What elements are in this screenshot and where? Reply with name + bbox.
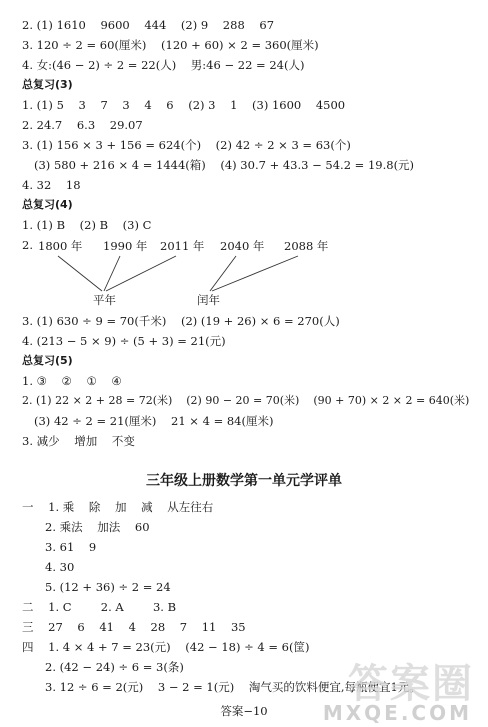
year-label: 2011 年 (160, 239, 205, 253)
match-line (212, 256, 298, 291)
answer-line: 3. 120 ÷ 2 = 60(厘米) (120 + 60) × 2 = 360(厘米) (22, 38, 319, 52)
watermark-url: MXQE.COM (322, 701, 472, 725)
category-label: 平年 (93, 293, 116, 307)
answer-line: 2. (22, 238, 33, 252)
answer-line: 2. (1) 1610 9600 444 (2) 9 288 67 (22, 18, 275, 32)
section-heading: 总复习(3) (22, 78, 73, 91)
answer-line: 二 1. C 2. A 3. B (22, 600, 177, 614)
category-label: 闰年 (197, 293, 220, 307)
answer-line: 2. 乘法 加法 60 (45, 520, 150, 534)
answer-line: 2. 24.7 6.3 29.07 (22, 118, 143, 132)
answer-line: 4. 女:(46 − 2) ÷ 2 = 22(人) 男:46 − 22 = 24(人) (22, 58, 305, 72)
answer-line: 一 1. 乘 除 加 减 从左往右 (22, 500, 214, 514)
answer-line: (3) 42 ÷ 2 = 21(厘米) 21 × 4 = 84(厘米) (34, 414, 274, 428)
answer-line: 1. (1) 5 3 7 3 4 6 (2) 3 1 (3) 1600 4500 (22, 98, 346, 112)
match-line (210, 256, 236, 291)
answer-line: 4. 32 18 (22, 178, 81, 192)
watermark-logo: 答案圈 (348, 661, 474, 707)
answer-line: 4. (213 − 5 × 9) ÷ (5 + 3) = 21(元) (22, 334, 226, 348)
answer-line: 4. 30 (45, 560, 75, 574)
answer-line: (3) 580 + 216 × 4 = 1444(箱) (4) 30.7 + 43.3 − 54.2 = 19.8(元) (34, 158, 415, 172)
match-line (58, 256, 102, 291)
match-line (104, 256, 120, 291)
answer-line: 2. (1) 22 × 2 + 28 = 72(米) (2) 90 − 20 = 70(米) (90 + 70) × 2 × 2 = 640(米) (22, 394, 470, 407)
answer-line: 三 27 6 41 4 28 7 11 35 (22, 620, 246, 634)
answer-line: 1. ③ ② ① ④ (22, 374, 122, 388)
year-label: 2088 年 (284, 239, 329, 253)
answer-line: 3. (1) 156 × 3 + 156 = 624(个) (2) 42 ÷ 2 × 3 = 63(个) (22, 138, 351, 152)
answer-line: 2. (42 − 24) ÷ 6 = 3(条) (45, 660, 184, 674)
answer-line: 3. 12 ÷ 6 = 2(元) 3 − 2 = 1(元) 淘气买的饮料便宜,每瓶便宜1元。 (45, 680, 421, 694)
match-line (106, 256, 176, 291)
answer-line: 四 1. 4 × 4 + 7 = 23(元) (42 − 18) ÷ 4 = 6(筐) (22, 640, 310, 654)
matching-lines (0, 0, 488, 300)
year-label: 2040 年 (220, 239, 265, 253)
answer-line: 1. (1) B (2) B (3) C (22, 218, 152, 232)
section-heading: 总复习(5) (22, 354, 73, 367)
answer-line: 5. (12 + 36) ÷ 2 = 24 (45, 580, 171, 594)
answer-line: 3. (1) 630 ÷ 9 = 70(千米) (2) (19 + 26) × 6 = 270(人) (22, 314, 340, 328)
answer-line: 3. 减少 增加 不变 (22, 434, 135, 448)
page-number: 答案−10 (220, 704, 268, 718)
section-heading: 总复习(4) (22, 198, 73, 211)
answer-line: 3. 61 9 (45, 540, 97, 554)
year-label: 1990 年 (103, 239, 148, 253)
unit-title: 三年级上册数学第一单元学评单 (146, 473, 342, 489)
year-label: 1800 年 (38, 239, 83, 253)
